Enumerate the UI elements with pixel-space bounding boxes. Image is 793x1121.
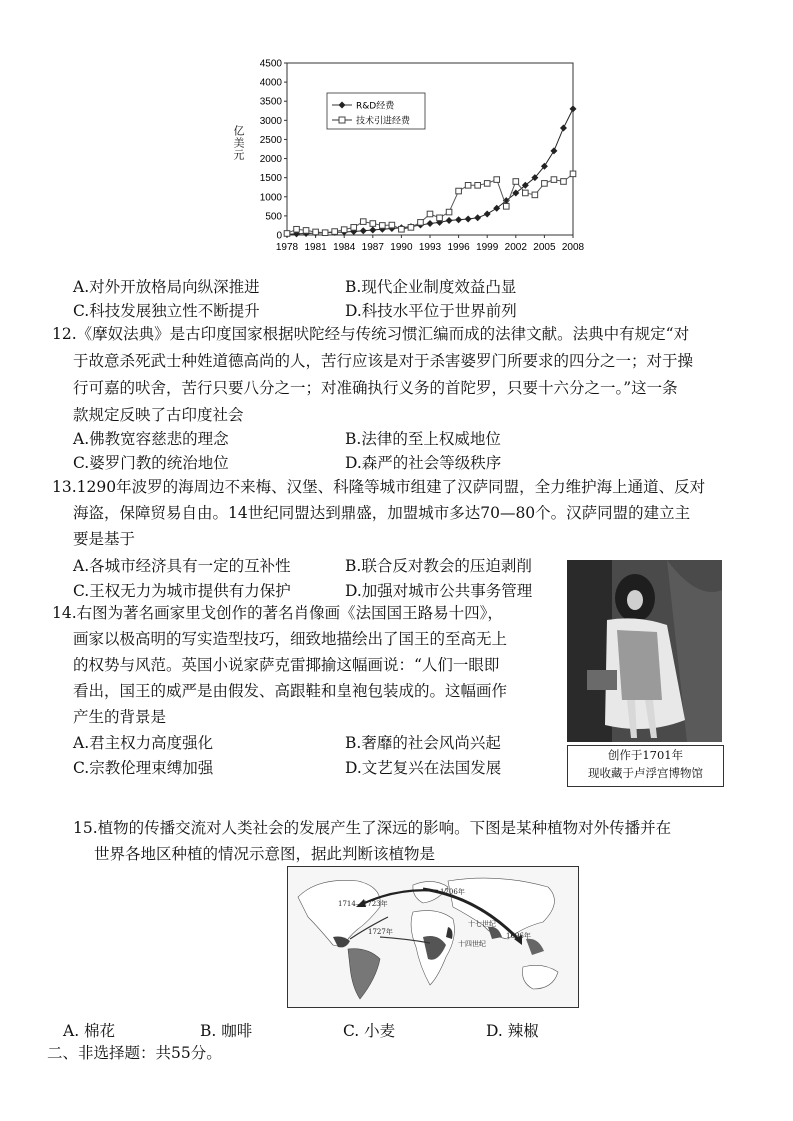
x-tick-label: 1987 [361, 242, 384, 253]
tech-point [380, 223, 386, 229]
tech-point [332, 229, 338, 235]
q13-stem [52, 477, 705, 549]
y-tick-label: 1500 [259, 173, 282, 185]
x-tick-label: 1981 [304, 242, 327, 253]
y-tick-label: 2500 [259, 134, 282, 146]
x-tick-label: 2005 [533, 242, 556, 253]
y-tick-label: 2000 [259, 154, 282, 166]
tech-point [494, 177, 500, 183]
tech-point [437, 215, 443, 221]
tech-point [456, 188, 462, 194]
y-tick-label: 4500 [259, 58, 282, 70]
q15-option-a[interactable]: A. 棉花 [63, 1022, 116, 1040]
q14-line-2: 画家以极高明的写实造型技巧，细致地描绘出了国王的至高无上 [73, 630, 508, 648]
portrait-caption [567, 745, 724, 787]
legend-marker-1 [339, 117, 345, 123]
y-tick-label: 4000 [259, 77, 282, 89]
q14-line-4: 看出，国王的威严是由假发、高跟鞋和皇袍包装成的。这幅画作 [73, 682, 508, 700]
q11-option-c[interactable]: C.科技发展独立性不断提升 [73, 302, 260, 320]
q12-option-a[interactable]: A.佛教宽容慈悲的理念 [73, 430, 229, 448]
q12-line-4: 款规定反映了古印度社会 [73, 406, 244, 424]
q12-line-1: 12.《摩奴法典》是古印度国家根据吠陀经与传统习惯汇编而成的法律文献。法典中有规定“对 [52, 325, 690, 343]
rd-point [570, 105, 577, 112]
tech-point [551, 177, 557, 183]
map-label-14th: 十四世纪 [458, 940, 486, 948]
q15-line-1: 15.植物的传播交流对人类社会的发展产生了深远的影响。下图是某种植物对外传播并在 [73, 819, 672, 837]
tech-point [370, 221, 376, 227]
rd-point [484, 210, 491, 217]
tech-point [446, 209, 452, 215]
q13-line-1: 13.1290年波罗的海周边不来梅、汉堡、科隆等城市组建了汉萨同盟，全力维护海上通道、反对 [52, 478, 706, 496]
section-two-heading: 二、非选择题：共55分。 [47, 1044, 222, 1062]
q12-stem [52, 324, 693, 425]
rd-point [560, 124, 567, 131]
q14-line-5: 产生的背景是 [73, 708, 167, 726]
line-chart-svg [255, 55, 585, 260]
q13-option-c[interactable]: C.王权无力为城市提供有力保护 [73, 582, 291, 600]
rd-point [427, 220, 434, 227]
q12-option-b[interactable]: B.法律的至上权威地位 [345, 430, 501, 448]
rd-point [455, 216, 462, 223]
map-label-1727: 1727年 [368, 928, 393, 936]
tech-point [484, 181, 490, 187]
x-tick-label: 1993 [418, 242, 442, 253]
y-tick-label: 500 [265, 211, 282, 223]
map-label-1706: 1706年 [440, 888, 465, 896]
tech-point [523, 190, 529, 196]
tech-point [341, 227, 347, 233]
tech-point [532, 192, 538, 198]
y-tick-label: 3500 [259, 96, 282, 108]
plot-frame [287, 63, 573, 235]
map-label-1714: 1714—1723年 [338, 900, 388, 908]
x-tick-label: 2002 [504, 242, 527, 253]
louis-xiv-portrait [567, 560, 722, 742]
q13-option-d[interactable]: D.加强对城市公共事务管理 [345, 582, 533, 600]
q14-option-b[interactable]: B.奢靡的社会风尚兴起 [345, 734, 501, 752]
tech-point [503, 204, 509, 210]
tech-point [427, 211, 433, 217]
caption-line-1: 创作于1701年 [607, 748, 684, 762]
x-tick-label: 1996 [447, 242, 470, 253]
q15-option-b[interactable]: B. 咖啡 [200, 1022, 253, 1040]
tech-point [294, 226, 300, 232]
tech-point [513, 179, 519, 185]
q14-line-3: 的权势与风范。英国小说家萨克雷揶揄这幅画说：“人们一眼即 [73, 656, 500, 674]
tech-point [351, 225, 357, 231]
q12-option-d[interactable]: D.森严的社会等级秩序 [345, 454, 502, 472]
world-map [287, 866, 579, 1008]
tech-point [322, 230, 328, 236]
rd-point [465, 215, 472, 222]
rd-point [474, 214, 481, 221]
y-tick-label: 1000 [259, 192, 282, 204]
x-tick-label: 1990 [390, 242, 413, 253]
q12-line-3: 行可嘉的吠舍，苦行只要八分之一；对准确执行义务的首陀罗，只要十六分之一。”这一条 [73, 379, 678, 397]
q13-option-a[interactable]: A.各城市经济具有一定的互补性 [73, 557, 291, 575]
chart-ylabel: 亿美元 [232, 125, 245, 161]
q13-line-2: 海盗，保障贸易自由。14世纪同盟达到鼎盛，加盟城市多达70—80个。汉萨同盟的建立主 [73, 504, 691, 522]
q11-option-d[interactable]: D.科技水平位于世界前列 [345, 302, 517, 320]
legend-label-1: 技术引进经费 [356, 116, 411, 127]
tech-point [408, 225, 414, 231]
q13-option-b[interactable]: B.联合反对教会的压迫剥削 [345, 557, 532, 575]
tech-point [389, 222, 395, 228]
tech-point [475, 183, 481, 189]
x-tick-label: 1984 [333, 242, 356, 253]
rd-point [360, 227, 367, 234]
map-label-1696: 1696年 [506, 932, 531, 940]
tech-point [561, 179, 567, 185]
q15-option-c[interactable]: C. 小麦 [343, 1022, 396, 1040]
caption-line-2: 现收藏于卢浮宫博物馆 [588, 766, 703, 780]
tech-point [303, 228, 309, 234]
rd-point [446, 217, 453, 224]
q11-option-b[interactable]: B.现代企业制度效益凸显 [345, 278, 517, 296]
legend-label-0: R&D经费 [356, 101, 395, 112]
q15-line-2: 世界各地区种植的情况示意图，据此判断该植物是 [94, 845, 436, 863]
q11-option-a[interactable]: A.对外开放格局向纵深推进 [73, 278, 260, 296]
tech-point [542, 181, 548, 187]
rd-chart [255, 55, 585, 260]
q14-option-c[interactable]: C.宗教伦理束缚加强 [73, 759, 214, 777]
x-tick-label: 1978 [275, 242, 299, 253]
tech-point [313, 229, 319, 235]
tech-point [284, 231, 290, 237]
y-tick-label: 3000 [259, 115, 282, 127]
q12-option-c[interactable]: C.婆罗门教的统治地位 [73, 454, 229, 472]
x-tick-label: 2008 [561, 242, 585, 253]
x-tick-label: 1999 [476, 242, 499, 253]
y-tick-label: 0 [276, 230, 282, 242]
q15-option-d[interactable]: D. 辣椒 [486, 1022, 539, 1040]
tech-point [418, 220, 424, 226]
tech-point [399, 226, 405, 232]
q12-line-2: 于故意杀死武士种姓道德高尚的人，苦行应该是对于杀害婆罗门所要求的四分之一；对于操 [73, 352, 694, 370]
q14-stem [52, 603, 507, 727]
rd-point [550, 147, 557, 154]
tech-point [360, 219, 366, 225]
map-label-17th: 十七世纪 [468, 920, 496, 928]
q14-option-d[interactable]: D.文艺复兴在法国发展 [345, 759, 502, 777]
q13-line-3: 要是基于 [73, 530, 136, 548]
q14-line-1: 14.右图为著名画家里戈创作的著名肖像画《法国国王路易十四》， [52, 604, 503, 622]
world-map-svg [288, 867, 578, 1007]
tech-point [570, 171, 576, 177]
q15-stem [73, 818, 671, 864]
rd-point [369, 227, 376, 234]
q14-option-a[interactable]: A.君主权力高度强化 [73, 734, 214, 752]
tech-point [465, 183, 471, 189]
